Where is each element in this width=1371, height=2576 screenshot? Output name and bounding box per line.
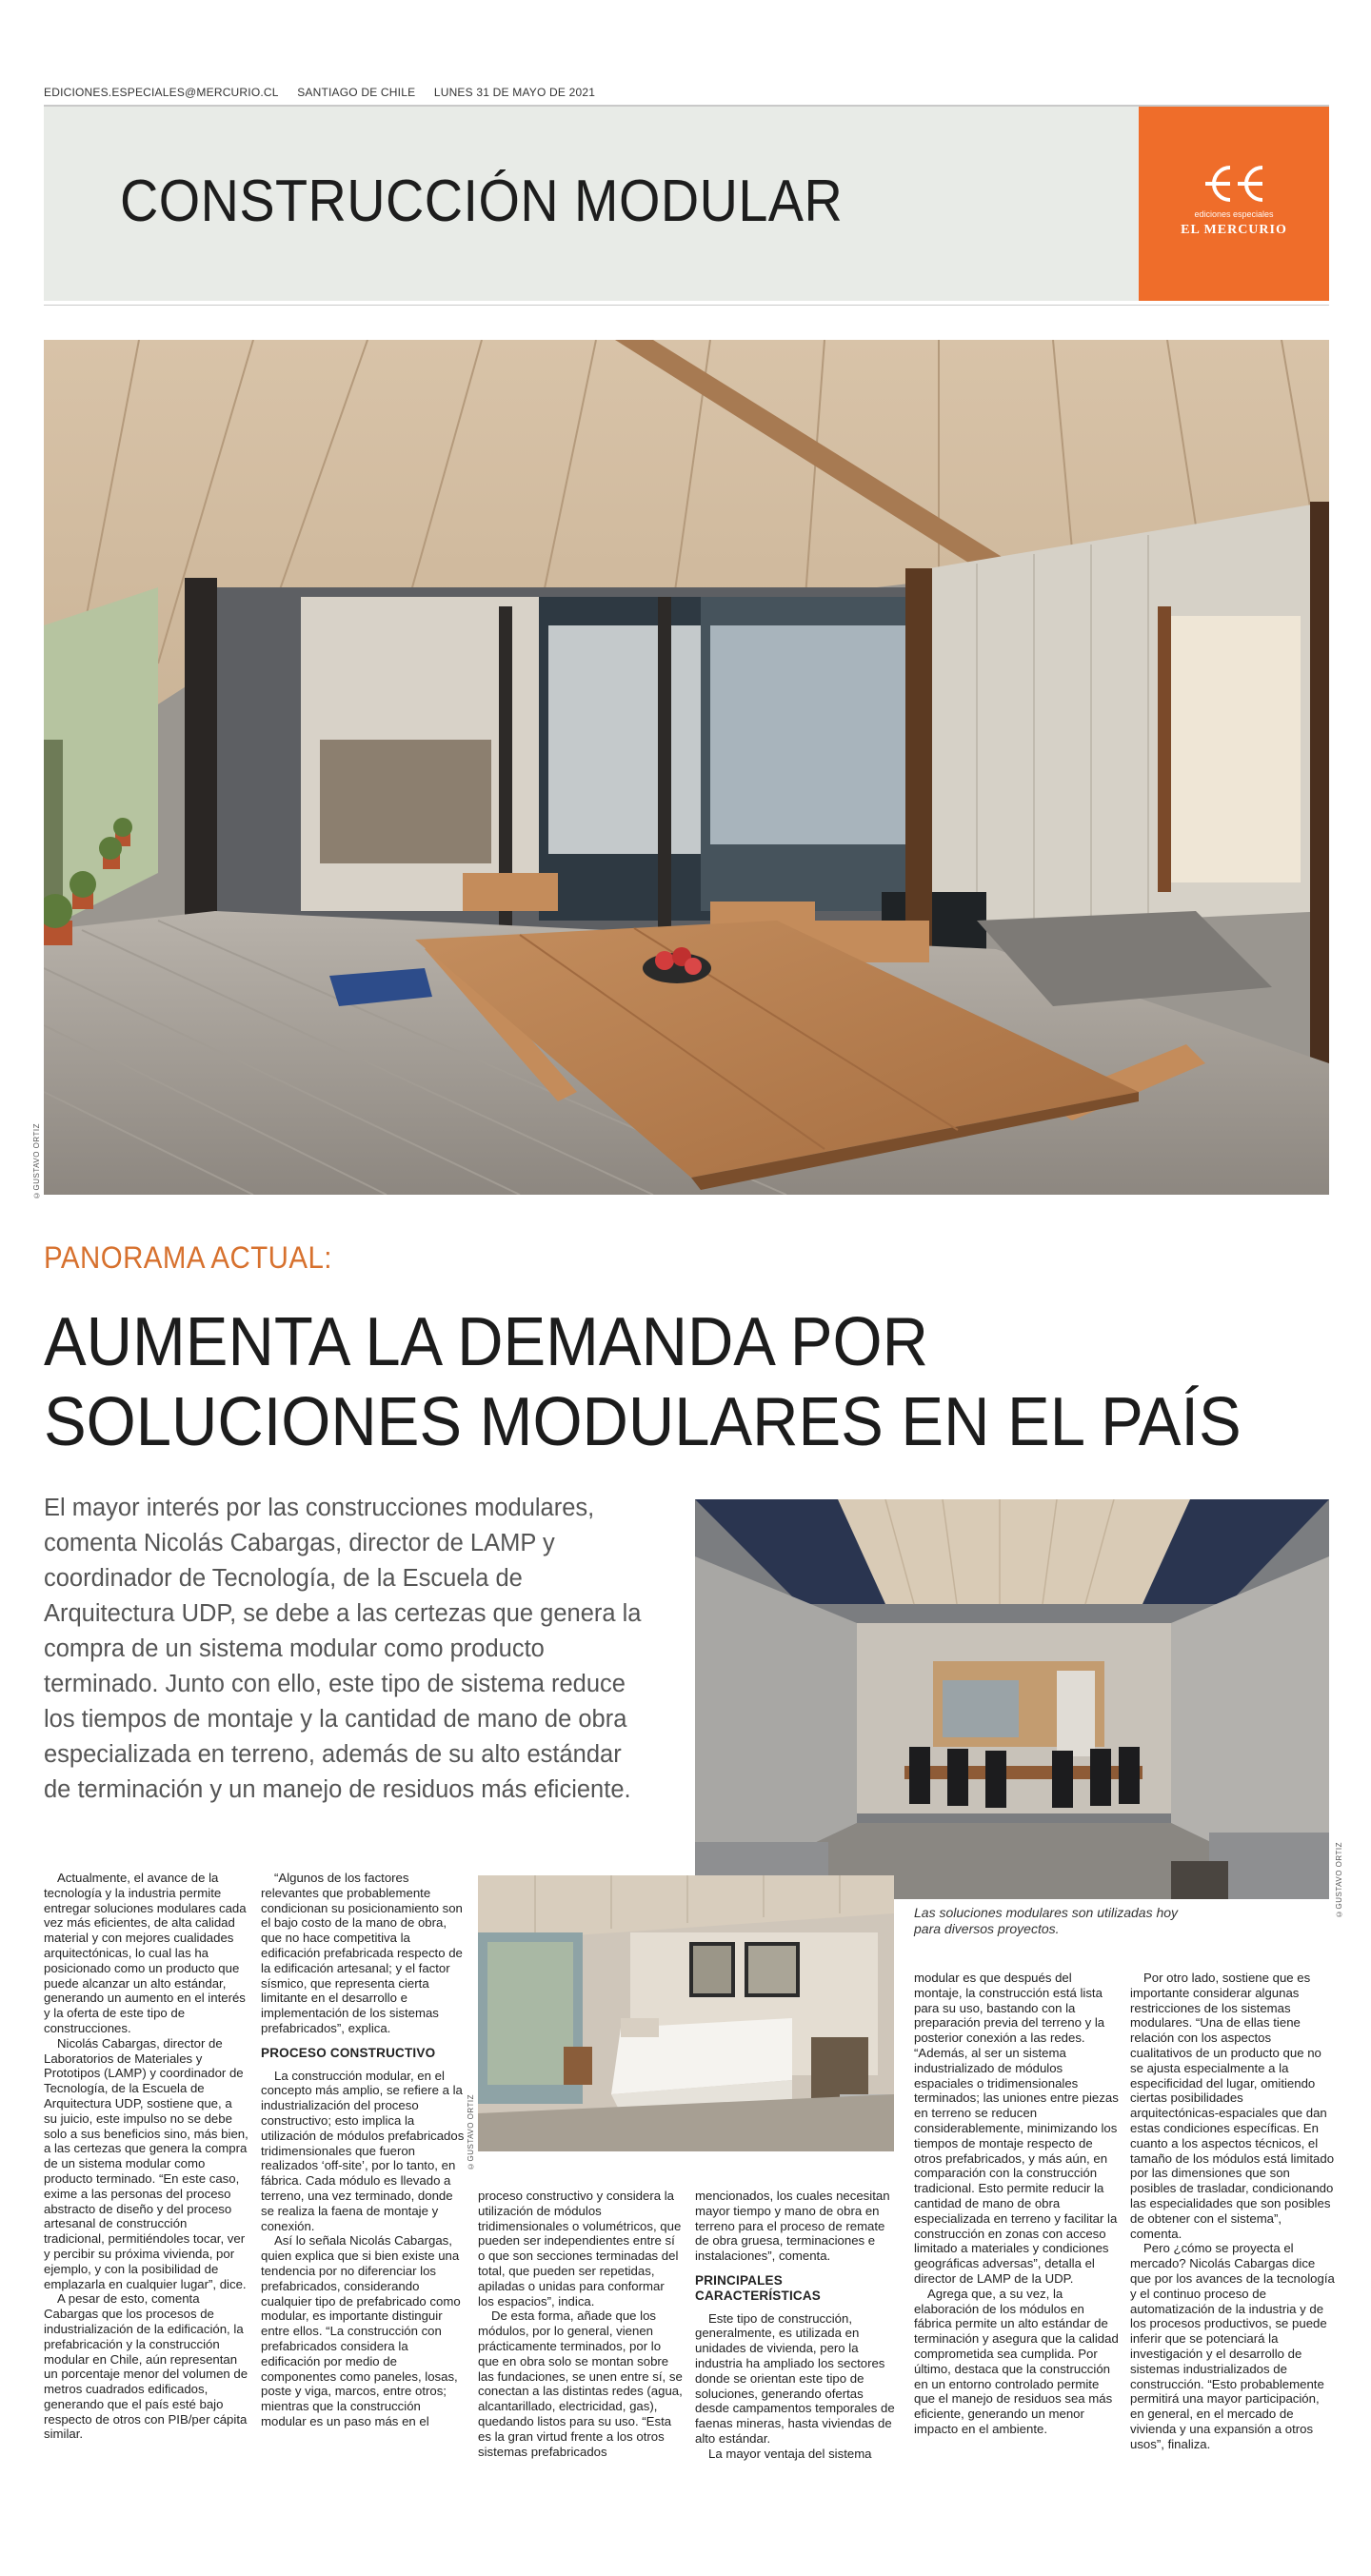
interior-dining-photo bbox=[695, 1499, 1329, 1899]
body-column-1 bbox=[44, 1871, 248, 2442]
bedroom-illustration bbox=[478, 1875, 894, 2151]
article-kicker: PANORAMA ACTUAL: bbox=[44, 1240, 332, 1275]
paragraph: proceso constructivo y considera la utilización de módulos tridimensionales o volumétricos, que pueden ser independientes entre sí o que son secciones terminadas del total, que pueden ser repetidas, apiladas o unidas para conformar los espacios”, indica. bbox=[478, 2189, 682, 2308]
body-column-2 bbox=[261, 1871, 466, 2429]
paragraph: Nicolás Cabargas, director de Laboratorios de Materiales y Prototipos (LAMP) y coordinador de Tecnología, de la Escuela de Arquitectura UDP, sostiene que, a su juicio, este impulso no se debe solo a sus beneficios sino, más bien, a las certezas que genera la compra de un sistema modular como producto terminado. “En este caso, exime a las personas del proceso abstracto de diseño y del proceso artesanal de construcción tradicional, permitiéndoles tocar, ver y percibir su próxima vivienda, por ejemplo, y con la posibilidad de emplazarla en cualquier lugar”, dice. bbox=[44, 2035, 248, 2291]
headline-line-1: AUMENTA LA DEMANDA POR bbox=[44, 1304, 928, 1380]
paragraph: A pesar de esto, comenta Cabargas que los procesos de industrialización de la edificación, la prefabricación y la construcción modular en Chile, aún representan un porcentaje menor del volumen de metros cuadrados edificados, generando que el país esté bajo respecto de otros con PIB/per cápita similar. bbox=[44, 2291, 248, 2442]
paragraph: La construcción modular, en el concepto más amplio, se refiere a la industrialización del proceso constructivo; esto implica la utilización de módulos prefabricados tridimensionales que fueron realizados ‘off-site’, por lo tanto, en fábrica. Cada módulo es llevado a terreno, una vez terminado, donde se realiza la faena de montaje y conexión. bbox=[261, 2068, 465, 2233]
subhead-proceso-constructivo: PROCESO CONSTRUCTIVO bbox=[261, 2045, 436, 2060]
el-mercurio-logo bbox=[1139, 107, 1329, 301]
paragraph: Agrega que, a su vez, la elaboración de los módulos en fábrica permite un alto estándar de terminación y asegura que la calidad comprometida sea cumplida. Por último, destaca que la construcción en un entorno controlado permite que el manejo de residuos sea más eficiente, generando un menor impacto en el ambiente. bbox=[914, 2286, 1119, 2436]
ediciones-especiales-logo-icon bbox=[1198, 160, 1270, 208]
body-column-4 bbox=[695, 2189, 900, 2462]
edition-date: LUNES 31 DE MAYO DE 2021 bbox=[433, 86, 596, 99]
paragraph: Actualmente, el avance de la tecnología y la industria permite entregar soluciones modulares cada vez más eficientes, de alta calidad material y con mejores cualidades arquitectónicas, lo cual las ha posicionado como un producto que puede alcanzar un alto estándar, generando un aumento en el interés y la oferta de este tipo de construcciones. bbox=[44, 1871, 247, 2035]
edition-info-line bbox=[44, 86, 610, 99]
section-title: CONSTRUCCIÓN MODULAR bbox=[120, 168, 844, 234]
subhead-principales-caracteristicas: PRINCIPALES CARACTERÍSTICAS bbox=[695, 2272, 822, 2303]
header-divider bbox=[44, 305, 1329, 306]
paragraph: De esta forma, añade que los módulos, por lo general, vienen prácticamente terminados, por lo que en obra solo se montan sobre las fundaciones, se unen entre sí, se conectan a las distintas redes (agua, alcantarillado, electricidad, gas), quedando listos para su uso. “Esta es la gran virtud frente a los otros sistemas prefabricados bbox=[478, 2308, 683, 2459]
body-column-6 bbox=[1130, 1971, 1335, 2452]
bedroom-photo bbox=[478, 1875, 894, 2151]
logo-name: EL MERCURIO bbox=[1181, 223, 1287, 237]
article-headline bbox=[44, 1302, 1242, 1462]
interior-dining-illustration bbox=[695, 1499, 1329, 1899]
photo-caption: Las soluciones modulares son utilizadas hoy para diversos proyectos. bbox=[914, 1905, 1179, 1936]
paragraph: “Algunos de los factores relevantes que probablemente condicionan su posicionamiento son el bajo costo de la mano de obra, que no hace competitiva la edificación prefabricada respecto de la edificación artesanal; y el factor sísmico, que representa cierta limitante en el desarrollo e implementación de los sistemas prefabricados”, explica. bbox=[261, 1871, 463, 2035]
section-header bbox=[44, 107, 1329, 301]
logo-subtitle: ediciones especiales bbox=[1194, 209, 1274, 219]
headline-line-2: SOLUCIONES MODULARES EN EL PAÍS bbox=[44, 1384, 1242, 1460]
edition-email: EDICIONES.ESPECIALES@MERCURIO.CL bbox=[44, 86, 279, 99]
paragraph: Pero ¿cómo se proyecta el mercado? Nicolás Cabargas dice que por los avances de la tecnología y el continuo proceso de automatización de la industria y de los procesos productivos, se puede inferir que se potenciará la investigación y el desarrollo de sistemas industrializados de construcción. “Esto probablemente permitirá una mayor participación, en general, en el mercado de vivienda y una expansión a otros usos”, finaliza. bbox=[1130, 2241, 1335, 2451]
terrace-illustration bbox=[44, 340, 1329, 1195]
photo-credit-right: ©GUSTAVO ORTIZ bbox=[1335, 1842, 1343, 1919]
paragraph: Por otro lado, sostiene que es importante considerar algunas restricciones de los sistemas modulares. “Una de ellas tiene relación con los aspectos cualitativos de un producto que no se ajusta especialmente a la especificidad del lugar, omitiendo ciertas posibilidades arquitectónicas-espaciales que dan estas condiciones específicas. En cuanto a los aspectos técnicos, el tamaño de los módulos está limitado por las dimensiones que son posibles de trasladar, condicionando las especialidades que son posibles de obtener con el sistema”, comenta. bbox=[1130, 1971, 1335, 2241]
paragraph: mencionados, los cuales necesitan mayor tiempo y mano de obra en terreno para el proceso de remate de obra gruesa, terminaciones e instalaciones”, comenta. bbox=[695, 2189, 890, 2264]
edition-city: SANTIAGO DE CHILE bbox=[297, 86, 416, 99]
paragraph: Así lo señala Nicolás Cabargas, quien explica que si bien existe una tendencia por no diferenciar los prefabricados, considerando cualquier tipo de prefabricado como modular, es importante distinguir entre ellos. “La construcción con prefabricados considera la edificación por medio de componentes como paneles, losas, poste y viga, marcos, entre otros; mientras que la construcción modular es un paso más en el bbox=[261, 2233, 461, 2428]
paragraph: La mayor ventaja del sistema bbox=[708, 2446, 872, 2461]
paragraph: Este tipo de construcción, generalmente, es utilizada en unidades de vivienda, pero la industria ha ampliado los sectores donde se orientan este tipo de soluciones, generando ofertas desde campamentos temporales de faenas mineras, hasta viviendas de alto estándar. bbox=[695, 2310, 895, 2446]
photo-credit-small: ©GUSTAVO ORTIZ bbox=[467, 2094, 475, 2171]
body-column-3 bbox=[478, 2189, 683, 2459]
body-column-5 bbox=[914, 1971, 1119, 2437]
article-lead: El mayor interés por las construcciones modulares, comenta Nicolás Cabargas, director de LAMP y coordinador de Tecnología, de la Escuela de Arquitectura UDP, se debe a las certezas que genera la compra de un sistema modular como producto terminado. Junto con ello, este tipo de sistema reduce los tiempos de montaje y la cantidad de mano de obra especializada en terreno, además de su alto estándar de terminación y un manejo de residuos más eficiente. bbox=[44, 1495, 642, 1803]
main-photo-terrace bbox=[44, 340, 1329, 1195]
photo-credit-main: ©GUSTAVO ORTIZ bbox=[32, 1123, 41, 1200]
paragraph: modular es que después del montaje, la construcción está lista para su uso, bastando con la preparación previa del terreno y la posterior conexión a las redes. “Además, al ser un sistema industrializado de módulos espaciales o tridimensionales terminados; las uniones entre piezas en terreno se reducen considerablemente, minimizando los tiempos de montaje respecto de otros prefabricados, y más aún, en comparación con la construcción tradicional. Esto permite reducir la cantidad de mano de obra especializada en terreno y facilitar la construcción en zonas con acceso limitado a materiales y condiciones geográficas adversas”, detalla el director de LAMP de la UDP. bbox=[914, 1971, 1119, 2286]
